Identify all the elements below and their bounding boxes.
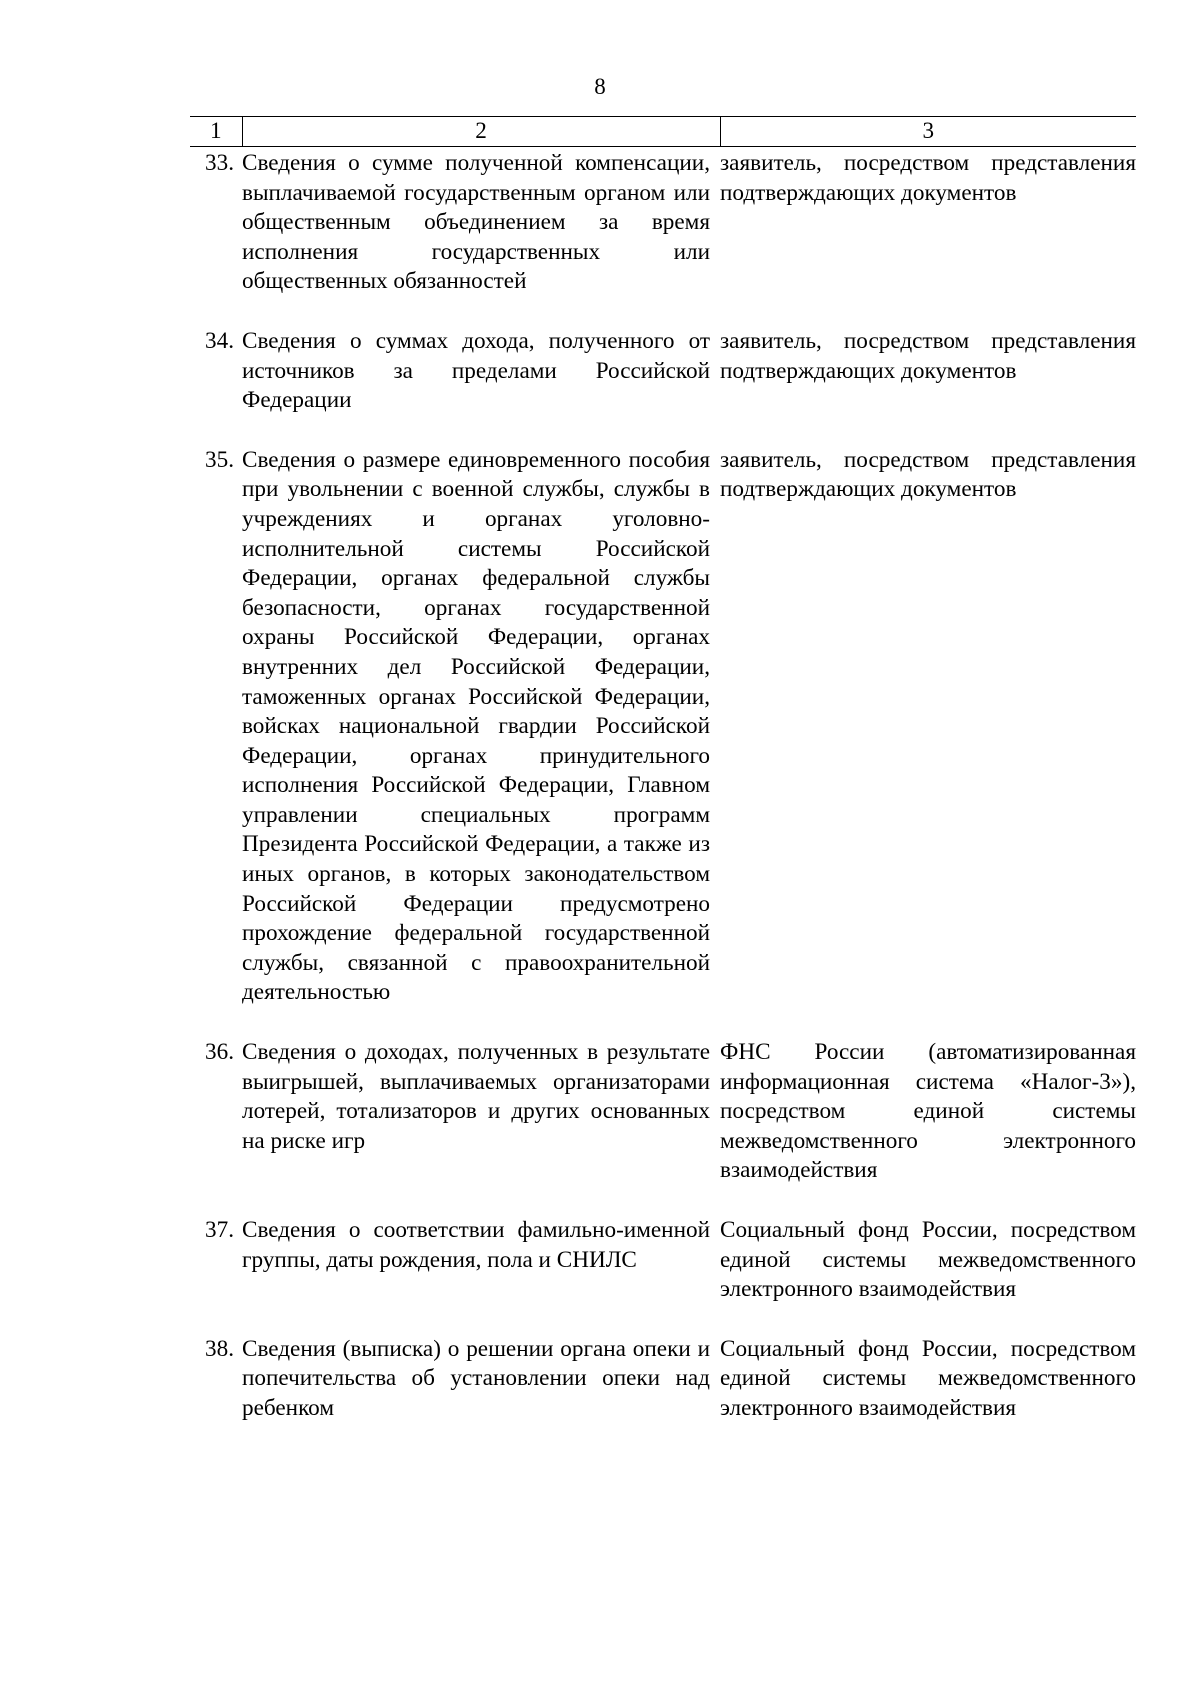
row-description: Сведения о размере единовременного пособия при увольнении с военной службы, службы в учреждениях и органах уголовно-исполнительной системы Российской Федерации, органах федеральной службы безопасности, органах государственной охраны Российской Федерации, органах внутренних дел Российской Федерации, таможенных органах Российской Федерации, войсках национальной гвардии Российской Федерации, органах принудительного исполнения Российской Федерации, Главном управлении специальных программ Президента Российской Федерации, а также из иных органов, в которых законодательством Российской Федерации предусмотрено прохождение федеральной государственной службы, связанной с правоохранительной деятельностью (242, 446, 710, 1006)
row-number: 35. (205, 446, 234, 473)
row-description: Сведения о суммах дохода, полученного от источников за пределами Российской Федерации (242, 327, 710, 414)
info-sources-table (190, 116, 1136, 1424)
table-row (190, 327, 1136, 446)
page-number: 8 (594, 74, 606, 99)
row-source: Социальный фонд России, посредством единой системы межведомственного электронного взаимодействия (720, 1335, 1136, 1421)
column-header-3: 3 (720, 117, 1136, 147)
row-description: Сведения (выписка) о решении органа опеки и попечительства об установлении опеки над ребенком (242, 1335, 710, 1421)
row-number: 36. (205, 1039, 234, 1066)
table-row (190, 1038, 1136, 1216)
row-source: ФНС России (автоматизированная информационная система «Налог-3»), посредством единой системы межведомственного электронного взаимодействия (720, 1039, 1136, 1184)
row-source: заявитель, посредством представления подтверждающих документов (720, 446, 1136, 503)
table-row (190, 147, 1136, 327)
table-row (190, 1216, 1136, 1335)
row-description: Сведения о доходах, полученных в результате выигрышей, выплачиваемых организаторами лотерей, тотализаторов и других основанных на риске игр (242, 1039, 710, 1154)
row-number: 38. (205, 1335, 234, 1362)
table-row (190, 1335, 1136, 1424)
row-source: заявитель, посредством представления подтверждающих документов (720, 327, 1136, 384)
row-number: 34. (205, 327, 234, 354)
row-description: Сведения о сумме полученной компенсации, выплачиваемой государственным органом или общественным объединением за время исполнения государственных или общественных обязанностей (242, 150, 710, 295)
column-header-2: 2 (242, 117, 720, 147)
row-source: Социальный фонд России, посредством единой системы межведомственного электронного взаимодействия (720, 1217, 1136, 1303)
row-description: Сведения о соответствии фамильно-именной группы, даты рождения, пола и СНИЛС (242, 1217, 710, 1273)
row-source: заявитель, посредством представления подтверждающих документов (720, 150, 1136, 206)
table-row (190, 446, 1136, 1038)
table-header (190, 117, 1136, 147)
column-header-1: 1 (190, 117, 242, 147)
table-body (190, 147, 1136, 1424)
row-number: 37. (205, 1217, 234, 1243)
table-header-row (190, 117, 1136, 147)
row-number: 33. (205, 150, 234, 176)
